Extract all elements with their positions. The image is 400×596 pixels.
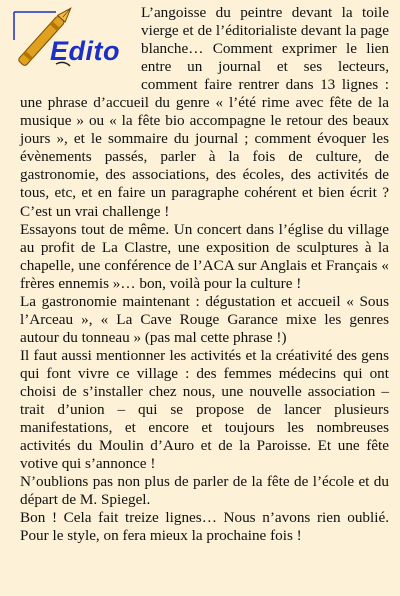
paragraph-gastronomy: La gastronomie maintenant : dégustation et accueil « Sous l’Arceau », « La Cave Rouge Garance mixe les genres autour du tonneau » (pas mal cette phrase !) <box>20 292 389 346</box>
paragraph-closing: Bon ! Cela fait treize lignes… Nous n’avons rien oublié. Pour le style, on fera mieux la prochaine fois ! <box>20 509 389 545</box>
logo-spacer <box>20 4 141 84</box>
paragraph-activities: Il faut aussi mentionner les activités et la créativité des gens qui font vivre ce village : des femmes médecins qui ont choisi de s’installer chez nous, une nouvelle association – trait d’union – qui se propose de lancer plusieurs manifestations, et encore et toujours les nombreuses activités du Moulin d’Auro et de la Paroisse. Et une fête votive qui s’annonce ! <box>20 346 389 473</box>
edito-title: Edito <box>50 36 120 66</box>
paragraph-school: N’oublions pas non plus de parler de la fête de l’école et du départ de M. Spiegel. <box>20 473 389 509</box>
edito-body <box>20 4 389 545</box>
paragraph-culture: Essayons tout de même. Un concert dans l’église du village au profit de La Clastre, une exposition de sculptures à la chapelle, une conférence de l’ACA sur Anglais et Français « frères ennemis »… bon, voilà pour la culture ! <box>20 220 389 292</box>
paragraph-intro: L’angoisse du peintre devant la toile vierge et de l’éditorialiste devant la page blanche… Comment exprimer le lien entre un journal et ses lecteurs, comment faire rentrer dans 13 lignes : une phrase d’accueil du genre « l’été rime avec fête de la musique » ou « la fête bio accompagne le retour des beaux jours », et le sommaire du journal ; comment évoquer les évènements passés, parler à la fois de culture, de gastronomie, des associations, des écoles, des activités de tous, etc, et en faire un paragraphe cohérent et bien écrit ? C’est un vrai challenge ! <box>20 4 389 220</box>
